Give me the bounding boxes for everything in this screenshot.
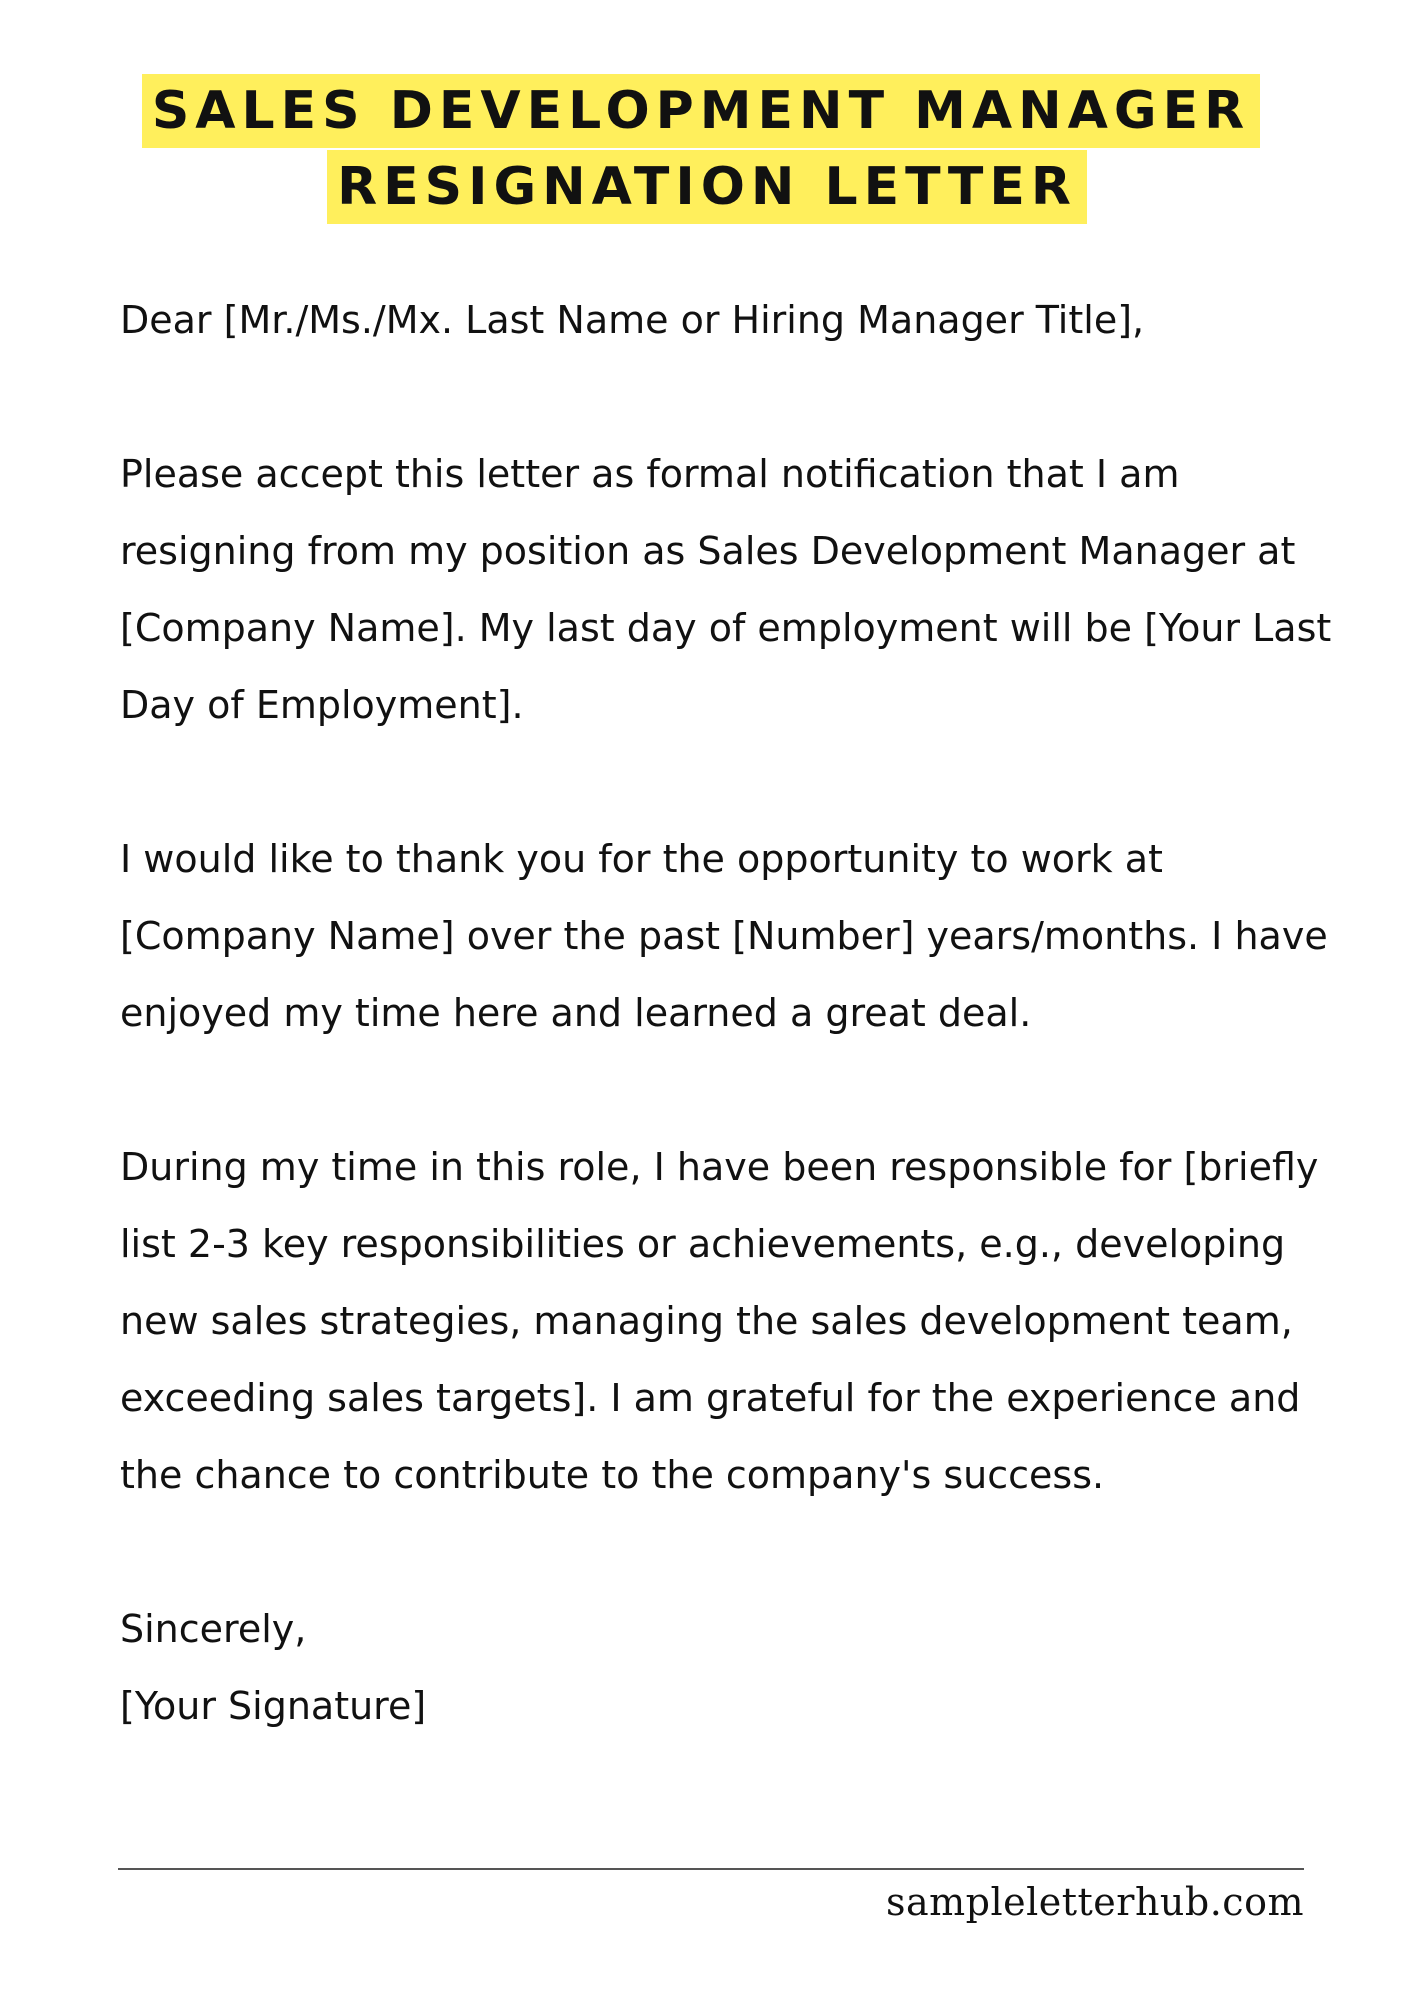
closing: Sincerely,	[120, 1607, 307, 1651]
signature: [Your Signature]	[120, 1684, 427, 1728]
paragraph-3: During my time in this role, I have been responsible for [briefly list 2-3 key responsibilities or achievements, e.g., developing new sales strategies, managing the sales development team, exceeding sales targets]. I am grateful for the experience and the chance to contribute to the company's success.	[120, 1145, 1319, 1497]
title-line-2: RESIGNATION LETTER	[327, 150, 1087, 224]
title-line-1: SALES DEVELOPMENT MANAGER	[142, 74, 1260, 148]
letter-body	[120, 282, 1360, 1745]
salutation: Dear [Mr./Ms./Mx. Last Name or Hiring Manager Title],	[120, 298, 1145, 342]
footer-divider	[118, 1868, 1304, 1870]
page-title	[0, 74, 1414, 226]
paragraph-2: I would like to thank you for the opportunity to work at [Company Name] over the past [Number] years/months. I have enjoyed my time here and learned a great deal.	[120, 837, 1328, 1035]
paragraph-1: Please accept this letter as formal notification that I am resigning from my position as Sales Development Manager at [Company Name]. My last day of employment will be [Your Last Day of Employment].	[120, 452, 1332, 727]
brand-watermark: sampleletterhub.com	[885, 1880, 1304, 1924]
